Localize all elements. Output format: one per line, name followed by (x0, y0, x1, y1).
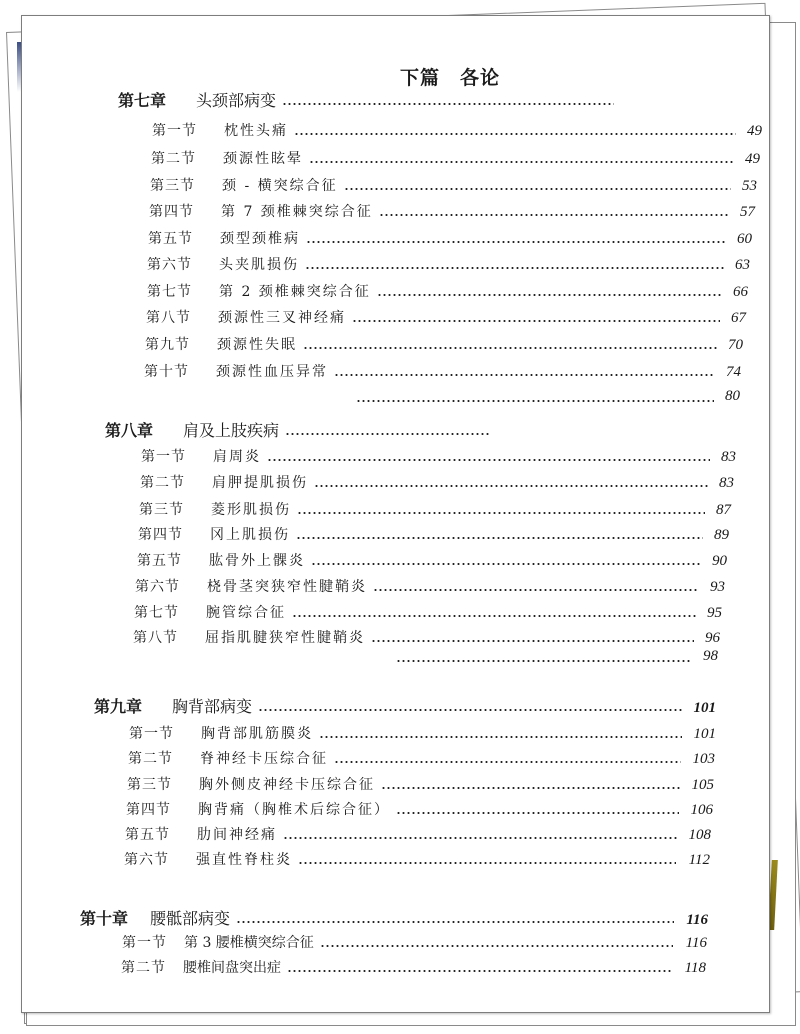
toc-entry[interactable] (127, 774, 714, 794)
toc-entry[interactable] (139, 499, 731, 519)
toc-entry-trailing[interactable] (350, 388, 740, 405)
section-number: 第三节 (127, 777, 172, 793)
section-number: 第一节 (141, 449, 186, 465)
section-title: 腕管综合征 (206, 605, 286, 621)
page-number: 116 (685, 935, 707, 951)
chapter-number: 第九章 (94, 697, 143, 716)
dot-leader (371, 640, 694, 642)
toc-entry[interactable] (140, 472, 734, 492)
toc-chapter-7[interactable] (118, 88, 618, 111)
toc-entry[interactable] (124, 849, 710, 869)
toc-entry[interactable] (121, 957, 706, 977)
chapter-title: 胸背部病变 (172, 697, 253, 716)
toc-entry[interactable] (141, 446, 736, 466)
section-title: 颈型颈椎病 (220, 231, 300, 247)
dot-leader (306, 241, 726, 243)
page-number: 74 (726, 364, 741, 380)
section-number: 第七节 (134, 605, 179, 621)
section-title: 脊神经卡压综合征 (200, 751, 328, 767)
dot-leader (283, 837, 677, 839)
section-number: 第四节 (126, 802, 171, 818)
dot-leader (396, 812, 679, 814)
dot-leader (344, 188, 731, 190)
section-title: 颈源性血压异常 (216, 364, 328, 380)
section-number: 第一节 (152, 123, 197, 139)
section-title: 颈源性三叉神经痛 (218, 310, 346, 326)
section-number: 第三节 (139, 502, 184, 518)
dot-leader (334, 761, 681, 763)
section-title: 桡骨茎突狭窄性腱鞘炎 (207, 579, 367, 595)
page-number: 116 (686, 912, 708, 928)
section-title: 头夹肌损伤 (219, 257, 299, 273)
section-number: 第八节 (146, 310, 191, 326)
dot-leader (396, 660, 692, 662)
page-number: 63 (735, 257, 750, 273)
chapter-number: 第十章 (80, 909, 129, 928)
page-number: 80 (725, 388, 740, 404)
section-number: 第六节 (147, 257, 192, 273)
toc-entry[interactable] (146, 307, 746, 327)
dot-leader (320, 945, 673, 947)
page-number: 118 (684, 960, 706, 976)
dot-leader (311, 563, 701, 565)
chapter-number: 第八章 (105, 421, 154, 440)
page-number: 83 (721, 449, 736, 465)
section-number: 第三节 (150, 178, 195, 194)
section-title: 颈源性眩晕 (223, 151, 303, 167)
section-title: 颈 - 横突综合征 (222, 178, 338, 194)
page-number: 108 (688, 827, 711, 843)
dot-leader (267, 459, 710, 461)
page-number: 83 (719, 475, 734, 491)
page-number: 70 (728, 337, 743, 353)
section-title: 肋间神经痛 (197, 827, 277, 843)
dot-leader (305, 267, 724, 269)
toc-entry[interactable] (148, 228, 752, 248)
toc-entry[interactable] (129, 723, 716, 743)
part-title: 下篇 各论 (400, 67, 501, 89)
section-number: 第一节 (129, 726, 174, 742)
page-number: 49 (747, 123, 762, 139)
page-number: 89 (714, 527, 729, 543)
dot-leader (356, 400, 714, 402)
page-number: 67 (731, 310, 746, 326)
dot-leader (294, 133, 736, 135)
section-number: 第四节 (149, 204, 194, 220)
toc-entry[interactable] (149, 201, 755, 221)
toc-entry[interactable] (145, 334, 743, 354)
page-number: 95 (707, 605, 722, 621)
toc-chapter-10[interactable] (80, 906, 708, 929)
dot-leader (352, 320, 720, 322)
section-title: 肩周炎 (213, 449, 261, 465)
toc-entry[interactable] (135, 576, 725, 596)
section-number: 第十节 (144, 364, 189, 380)
chapter-title: 腰骶部病变 (150, 909, 231, 928)
dot-leader (292, 615, 696, 617)
section-number: 第五节 (125, 827, 170, 843)
dot-leader (377, 294, 722, 296)
page-number: 49 (745, 151, 760, 167)
section-number: 第二节 (121, 960, 166, 976)
section-title: 肩胛提肌损伤 (212, 475, 308, 491)
page-number: 60 (737, 231, 752, 247)
section-title: 肱骨外上髁炎 (209, 553, 305, 569)
chapter-title: 肩及上肢疾病 (183, 421, 280, 440)
dot-leader (381, 787, 680, 789)
page-number: 87 (716, 502, 731, 518)
toc-chapter-9[interactable] (94, 694, 716, 717)
page-number: 98 (703, 648, 718, 664)
toc-entry[interactable] (147, 254, 750, 274)
dot-leader (379, 214, 729, 216)
section-number: 第一节 (122, 935, 167, 951)
toc-entry-trailing[interactable] (390, 648, 718, 665)
section-number: 第五节 (137, 553, 182, 569)
chapter-number: 第七章 (118, 91, 167, 110)
toc-entry[interactable] (150, 175, 757, 195)
page-number: 112 (688, 852, 710, 868)
page-number: 66 (733, 284, 748, 300)
dot-leader (303, 347, 717, 349)
page-number: 93 (710, 579, 725, 595)
toc-entry[interactable] (152, 120, 762, 140)
section-title: 胸外侧皮神经卡压综合征 (199, 777, 375, 793)
section-number: 第二节 (140, 475, 185, 491)
toc-entry[interactable] (147, 281, 748, 301)
section-number: 第四节 (138, 527, 183, 543)
section-title: 胸背痛（胸椎术后综合征） (198, 802, 390, 818)
dot-leader (287, 970, 672, 972)
toc-chapter-8[interactable] (105, 418, 495, 441)
section-number: 第六节 (124, 852, 169, 868)
section-title: 第 2 颈椎棘突综合征 (219, 284, 371, 300)
page-number: 101 (693, 700, 716, 716)
dot-leader (236, 921, 674, 923)
page-number: 53 (742, 178, 757, 194)
section-title: 枕性头痛 (224, 123, 288, 139)
toc-entry[interactable] (122, 932, 707, 952)
dot-leader (296, 537, 703, 539)
section-title: 屈指肌腱狭窄性腱鞘炎 (205, 630, 365, 646)
page-number: 105 (691, 777, 714, 793)
section-number: 第七节 (147, 284, 192, 300)
page-number: 96 (705, 630, 720, 646)
toc-entry[interactable] (137, 550, 727, 570)
toc-entry[interactable] (133, 627, 720, 647)
section-title: 第 7 颈椎棘突综合征 (221, 204, 373, 220)
toc-entry[interactable] (126, 799, 713, 819)
dot-leader (309, 161, 734, 163)
dot-leader (334, 374, 715, 376)
page-number: 101 (693, 726, 716, 742)
section-title: 冈上肌损伤 (210, 527, 290, 543)
dot-leader (282, 103, 614, 105)
section-number: 第五节 (148, 231, 193, 247)
dot-leader (298, 862, 676, 864)
dot-leader (285, 433, 491, 435)
toc-entry[interactable] (128, 748, 715, 768)
section-title: 颈源性失眠 (217, 337, 297, 353)
section-title: 强直性脊柱炎 (196, 852, 292, 868)
toc-entry[interactable] (134, 602, 722, 622)
toc-entry[interactable] (125, 824, 711, 844)
chapter-title: 头颈部病变 (196, 91, 277, 110)
section-number: 第二节 (128, 751, 173, 767)
section-number: 第六节 (135, 579, 180, 595)
page-number: 103 (692, 751, 715, 767)
section-number: 第二节 (151, 151, 196, 167)
toc-entry[interactable] (138, 524, 729, 544)
dot-leader (314, 485, 708, 487)
section-title: 菱形肌损伤 (211, 502, 291, 518)
page-number: 90 (712, 553, 727, 569)
section-number: 第八节 (133, 630, 178, 646)
section-title: 腰椎间盘突出症 (183, 960, 281, 976)
section-title: 第 3 腰椎横突综合征 (184, 935, 314, 951)
page-number: 57 (740, 204, 755, 220)
page-number: 106 (690, 802, 713, 818)
toc-entry[interactable] (151, 148, 760, 168)
toc-entry[interactable] (144, 361, 741, 381)
dot-leader (319, 736, 682, 738)
section-title: 胸背部肌筋膜炎 (201, 726, 313, 742)
dot-leader (373, 589, 699, 591)
dot-leader (297, 512, 705, 514)
dot-leader (258, 709, 681, 711)
section-number: 第九节 (145, 337, 190, 353)
